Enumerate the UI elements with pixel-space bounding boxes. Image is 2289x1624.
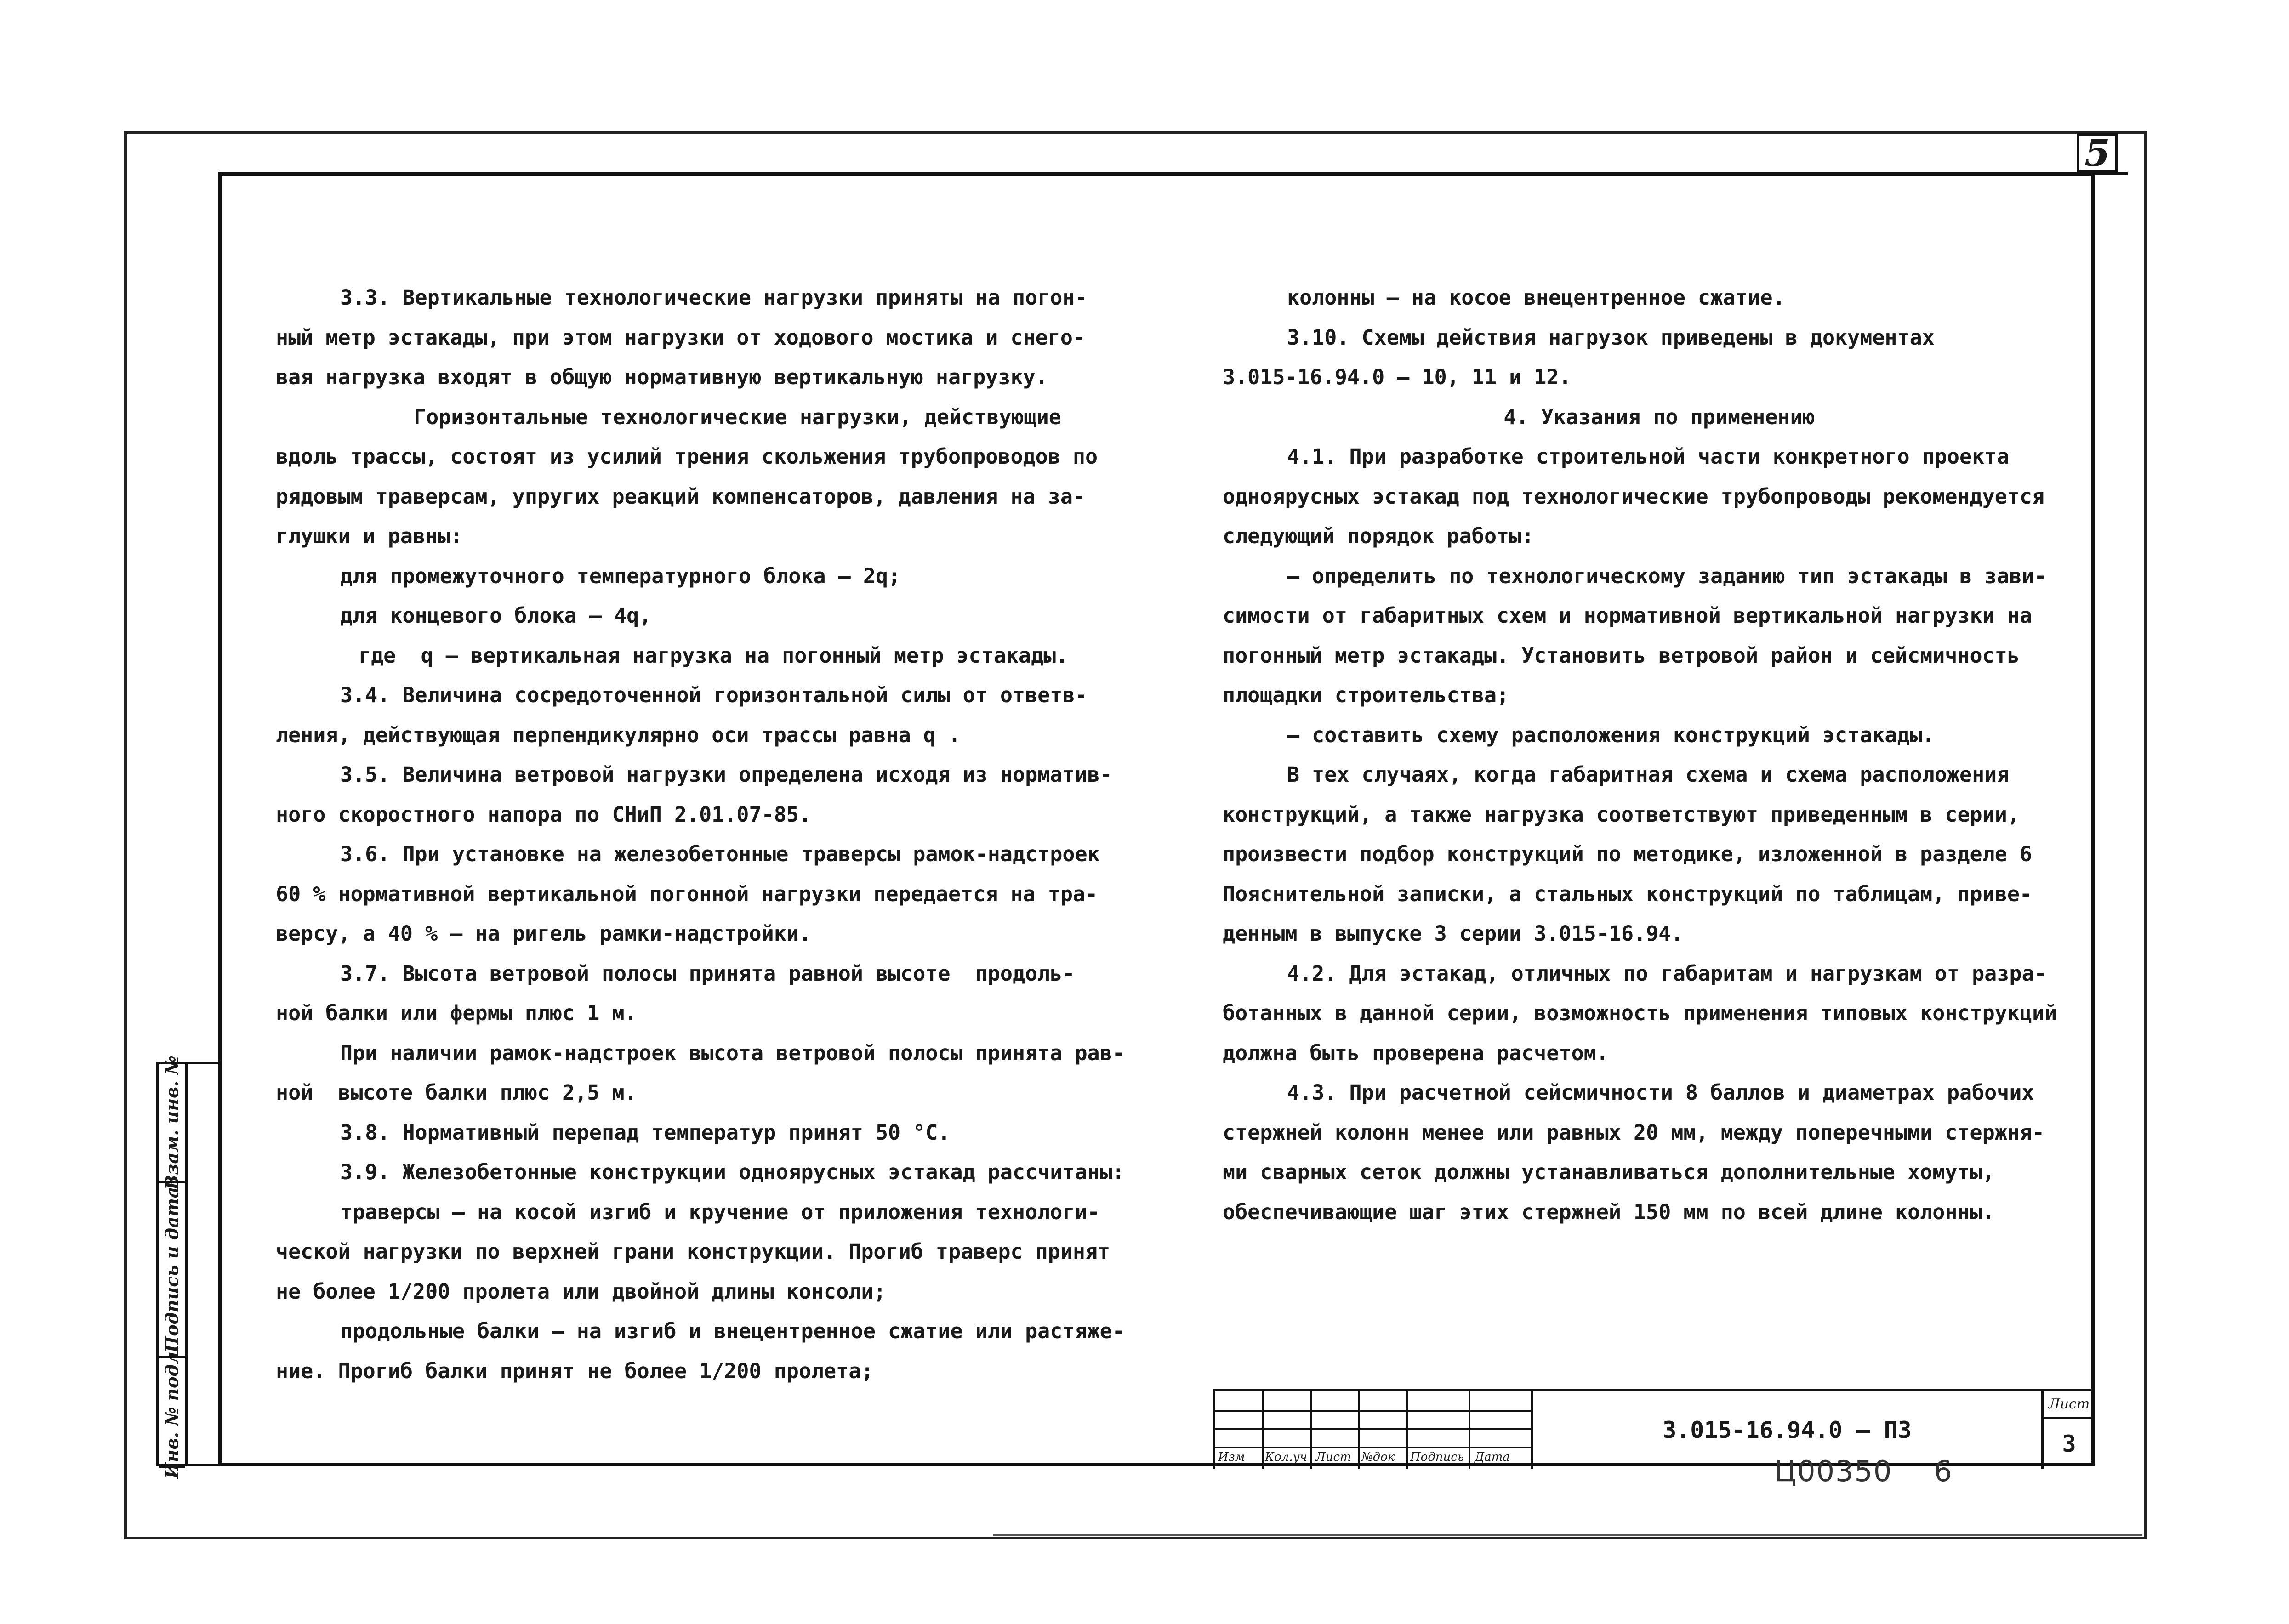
left_column-line: продольные балки – на изгиб и внецентренное сжатие или растяже- — [340, 1319, 1125, 1343]
left_column-line: вдоль трассы, состоят из усилий трения скольжения трубопроводов по — [276, 444, 1098, 469]
left_column-line: 3.8. Нормативный перепад температур принят 50 °С. — [340, 1120, 951, 1145]
right_column-line: конструкций, а также нагрузка соответствуют приведенным в серии, — [1223, 802, 2020, 827]
margin-stamp-inv-no — [159, 1345, 185, 1479]
margin-stamp-signature-date — [159, 1183, 185, 1358]
left_column-line: глушки и равны: — [276, 524, 463, 548]
left_column-line: не более 1/200 пролета или двойной длины консоли; — [276, 1279, 886, 1304]
right_column-line: одноярусных эстакад под технологические трубопроводы рекомендуется — [1223, 484, 2045, 509]
revision-grid — [1213, 1391, 1531, 1469]
sheet-number: 5 — [2077, 133, 2118, 172]
margin-stamp-inv-label: Инв. № подл. — [161, 1345, 182, 1479]
right_column-line: 3.015-16.94.0 – 10, 11 и 12. — [1223, 365, 1572, 389]
margin-stamp-replace-label: Взам. инв. № — [161, 1055, 182, 1190]
left_column-line: Горизонтальные технологические нагрузки, действующие — [414, 404, 1061, 429]
archive-number-main: Ц00350 — [1774, 1454, 1893, 1488]
left_column-line: При наличии рамок-надстроек высота ветровой полосы принята рав- — [340, 1040, 1125, 1065]
right_column-line: 4.2. Для эстакад, отличных по габаритам и нагрузкам от разра- — [1287, 961, 2047, 986]
header-izm: Изм — [1218, 1450, 1245, 1464]
left_column-line: ной высоте балки плюс 2,5 м. — [276, 1080, 637, 1105]
left_column-line: траверсы – на косой изгиб и кручение от приложения технологи- — [340, 1199, 1100, 1224]
left_column-line: ления, действующая перпендикулярно оси трассы равна q . — [276, 722, 961, 747]
right_column-line: 4.3. При расчетной сейсмичности 8 баллов и диаметрах рабочих — [1287, 1080, 2034, 1105]
right_column-line: стержней колонн менее или равных 20 мм, между поперечными стержня- — [1223, 1120, 2045, 1145]
left_column-line: 3.5. Величина ветровой нагрузки определена исходя из норматив- — [340, 762, 1112, 787]
right_column-line: 4.1. При разработке строительной части конкретного проекта — [1287, 444, 2010, 469]
left_column-line: 3.9. Железобетонные конструкции одноярусных эстакад рассчитаны: — [340, 1160, 1125, 1184]
bottom-edge-line — [993, 1534, 2142, 1536]
right_column-line: – составить схему расположения конструкций эстакады. — [1287, 722, 1935, 747]
right_column-line: 4. Указания по применению — [1503, 404, 1815, 429]
left_column-line: ческой нагрузки по верхней грани конструкции. Прогиб траверс принят — [276, 1239, 1110, 1264]
sheet-cell — [2041, 1391, 2095, 1469]
left_column-line: ной балки или фермы плюс 1 м. — [276, 1001, 637, 1025]
right_column-line: денным в выпуске 3 серии 3.015-16.94. — [1223, 921, 1684, 946]
sheet-label: Лист — [2044, 1391, 2095, 1419]
header-kol-uch: Кол.уч — [1265, 1450, 1307, 1464]
right_column-line: следующий порядок работы: — [1223, 524, 1534, 548]
header-doc-no: №док — [1361, 1450, 1395, 1464]
margin-stamp-signature-label: Подпись и дата — [161, 1186, 182, 1353]
right-text-column — [1223, 278, 2096, 1232]
left_column-line: вая нагрузка входят в общую нормативную вертикальную нагрузку. — [276, 365, 1048, 389]
left_column-line: версу, а 40 % – на ригель рамки-надстройки. — [276, 921, 811, 946]
left_column-line: 60 % нормативной вертикальной погонной нагрузки передается на тра- — [276, 881, 1098, 906]
right_column-line: должна быть проверена расчетом. — [1223, 1040, 1609, 1065]
document-code: 3.015-16.94.0 – ПЗ — [1531, 1391, 2041, 1469]
title-block — [1213, 1389, 2095, 1469]
left-text-column — [276, 278, 1149, 1391]
left_column-line: где q – вертикальная нагрузка на погонный метр эстакады. — [359, 643, 1069, 668]
left_column-line: для концевого блока – 4q, — [340, 603, 652, 628]
left_column-line: рядовым траверсам, упругих реакций компенсаторов, давления на за- — [276, 484, 1085, 509]
revision-headers — [1213, 1448, 1531, 1468]
right_column-line: колонны – на косое внецентренное сжатие. — [1287, 285, 1785, 310]
archive-number-suffix: 6 — [1934, 1454, 1953, 1488]
left_column-line: 3.4. Величина сосредоточенной горизонтальной силы от ответв- — [340, 683, 1088, 707]
header-date: Дата — [1475, 1450, 1510, 1464]
right_column-line: 3.10. Схемы действия нагрузок приведены в документах — [1287, 325, 1935, 350]
archive-number — [1774, 1454, 1953, 1488]
header-list: Лист — [1315, 1450, 1351, 1464]
left_column-line: ного скоростного напора по СНиП 2.01.07-85. — [276, 802, 811, 827]
margin-stamp-label-column — [159, 1055, 188, 1479]
right_column-line: Пояснительной записки, а стальных конструкций по таблицам, приве- — [1223, 881, 2032, 906]
left_column-line: 3.3. Вертикальные технологические нагрузки приняты на погон- — [340, 285, 1088, 310]
left_column-line: ние. Прогиб балки принят не более 1/200 пролета; — [276, 1358, 874, 1383]
margin-stamp-replace-inv — [159, 1055, 185, 1190]
right_column-line: обеспечивающие шаг этих стержней 150 мм по всей длине колонны. — [1223, 1199, 1995, 1224]
right_column-line: ботанных в данной серии, возможность применения типовых конструкций — [1223, 1001, 2057, 1025]
right_column-line: В тех случаях, когда габаритная схема и схема расположения — [1287, 762, 2010, 787]
left_column-line: ный метр эстакады, при этом нагрузки от ходового мостика и снего- — [276, 325, 1085, 350]
left_column-line: для промежуточного температурного блока – 2q; — [340, 563, 901, 588]
left_column-line: 3.6. При установке на железобетонные траверсы рамок-надстроек — [340, 842, 1100, 866]
right_column-line: погонный метр эстакады. Установить ветровой район и сейсмичность — [1223, 643, 2020, 668]
right_column-line: симости от габаритных схем и нормативной вертикальной нагрузки на — [1223, 603, 2032, 628]
right_column-line: площадки строительства; — [1223, 683, 1509, 707]
right_column-line: – определить по технологическому заданию тип эстакады в зави- — [1287, 563, 2047, 588]
right_column-line: ми сварных сеток должны устанавливаться дополнительные хомуты, — [1223, 1160, 1995, 1184]
header-signature: Подпись — [1410, 1450, 1464, 1464]
margin-stamp — [156, 1055, 221, 1479]
right_column-line: произвести подбор конструкций по методике, изложенной в разделе 6 — [1223, 842, 2032, 866]
left_column-line: 3.7. Высота ветровой полосы принята равной высоте продоль- — [340, 961, 1075, 986]
sheet-value: 3 — [2062, 1431, 2076, 1457]
